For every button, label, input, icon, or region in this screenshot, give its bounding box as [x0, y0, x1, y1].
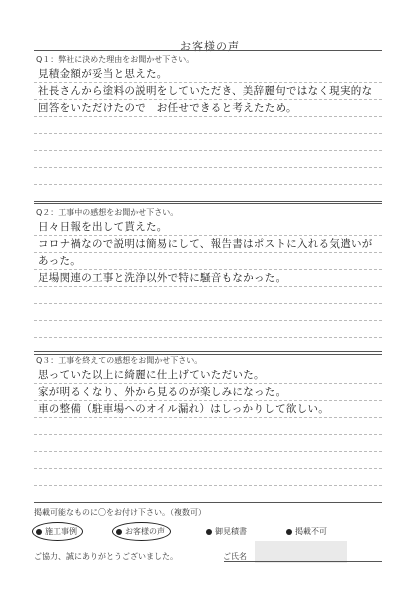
- option-label: お客様の声: [125, 527, 165, 536]
- section-q2: [34, 203, 382, 355]
- answer-text: 見積金額が妥当と思えた。: [38, 68, 168, 80]
- answer-text: コロナ禍なので説明は簡易にして、報告書はポストに入れる気遣いが: [38, 238, 373, 250]
- answer-line: [34, 66, 382, 83]
- answer-line: [34, 117, 382, 134]
- question-label: Q１：弊社に決めた理由をお聞かせ下さい。: [36, 55, 195, 64]
- answer-text: 回答をいただけたので お任せできると考えたため。: [38, 102, 297, 114]
- name-label: ご氏名: [223, 552, 247, 561]
- answer-line: [34, 270, 382, 287]
- answer-area: [34, 367, 382, 503]
- name-field-line: [224, 561, 382, 562]
- redacted-name: [255, 541, 347, 563]
- answer-line: [34, 384, 382, 401]
- question-label: Q２：工事中の感想をお聞かせ下さい。: [36, 208, 179, 217]
- page-title: お客様の声: [180, 40, 240, 53]
- bullet-icon: [206, 529, 212, 535]
- answer-text: 日々日報を出して貰えた。: [38, 221, 168, 233]
- bullet-icon: [286, 529, 292, 535]
- option-label: 掲載不可: [295, 527, 327, 536]
- answer-text: 家が明るくなり、外から見るのが楽しみになった。: [38, 386, 287, 398]
- answer-line: [34, 401, 382, 418]
- answer-text: 車の整備（駐車場へのオイル漏れ）はしっかりして欲しい。: [38, 403, 330, 415]
- answer-line: [34, 253, 382, 270]
- answer-text: 足場関連の工事と洗浄以外で特に騒音もなかった。: [38, 272, 287, 284]
- answer-line: [34, 100, 382, 117]
- option-label: 御見積書: [215, 527, 247, 536]
- answer-text: 思っていた以上に綺麗に仕上げていただいた。: [38, 369, 265, 381]
- answer-line: [34, 83, 382, 100]
- answer-line: [34, 452, 382, 469]
- publish-options: [34, 526, 382, 540]
- answer-area: [34, 219, 382, 355]
- publish-permission-prompt: 掲載可能なものに〇をお付け下さい。（複数可）: [34, 508, 206, 517]
- answer-line: [34, 435, 382, 452]
- answer-line: [34, 469, 382, 486]
- option-label: 施工事例: [45, 527, 77, 536]
- answer-line: [34, 168, 382, 185]
- thanks-message: ご協力、誠にありがとうございました。: [34, 552, 178, 561]
- option-not-publishable[interactable]: [286, 526, 327, 537]
- answer-line: [34, 486, 382, 502]
- section-q1: [34, 50, 382, 202]
- option-case-study[interactable]: [36, 526, 77, 537]
- answer-text: 社長さんから塗料の説明をしていただき、美辞麗句ではなく現実的な: [38, 85, 373, 97]
- bullet-icon: [36, 529, 42, 535]
- answer-line: [34, 236, 382, 253]
- option-customer-voice[interactable]: [116, 526, 165, 537]
- answer-line: [34, 151, 382, 168]
- bullet-icon: [116, 529, 122, 535]
- answer-line: [34, 321, 382, 338]
- answer-text: あった。: [38, 255, 82, 267]
- question-label: Q３：工事を終えての感想をお聞かせ下さい。: [36, 356, 203, 365]
- answer-line: [34, 367, 382, 384]
- option-estimate[interactable]: [206, 526, 247, 537]
- answer-area: [34, 66, 382, 202]
- answer-line: [34, 418, 382, 435]
- section-q3: [34, 351, 382, 503]
- answer-line: [34, 219, 382, 236]
- answer-line: [34, 134, 382, 151]
- answer-line: [34, 304, 382, 321]
- answer-line: [34, 185, 382, 201]
- answer-line: [34, 287, 382, 304]
